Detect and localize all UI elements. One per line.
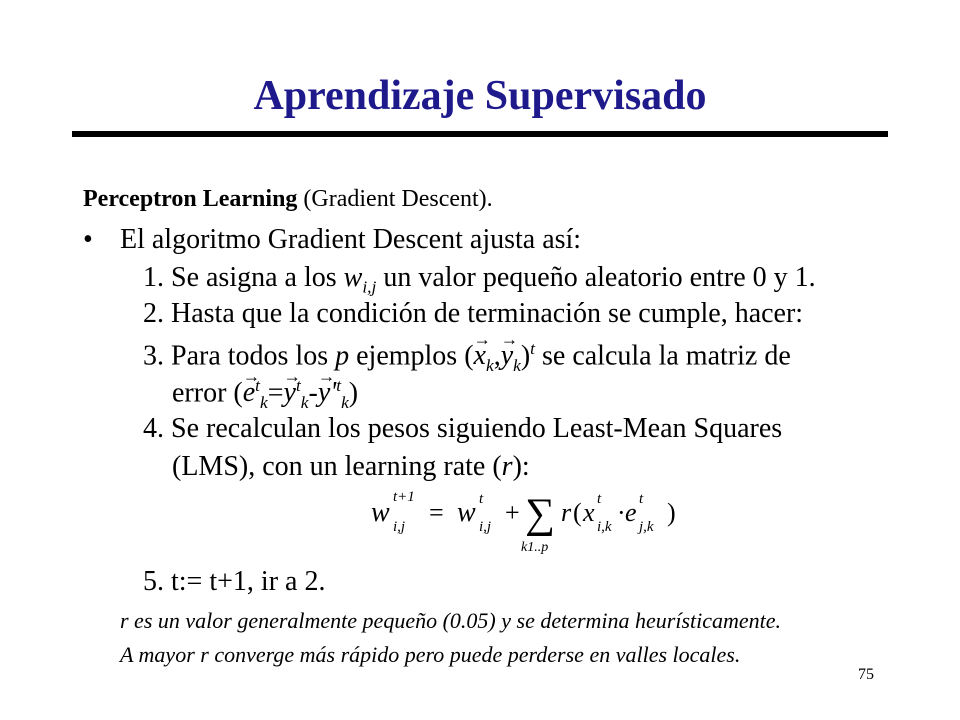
formula-close-paren: )	[667, 498, 676, 527]
formula-e-sup: t	[639, 491, 644, 507]
sub-k: k	[341, 392, 349, 412]
step-1-text: 1. Se asigna a los	[143, 262, 344, 293]
vector-y: → y	[284, 377, 296, 409]
step-1-var: w	[343, 262, 363, 293]
lms-text: (LMS), con un learning rate (	[172, 451, 502, 482]
minus: -	[308, 377, 318, 409]
formula-r: r	[561, 498, 572, 527]
formula-plus: +	[505, 498, 520, 527]
formula-x-sub: i,k	[597, 519, 612, 535]
formula-sum-range: k1..p	[521, 540, 549, 555]
slide-title: Aprendizaje Supervisado	[253, 73, 707, 119]
sub-k: k	[485, 355, 494, 375]
formula-dot: ·	[617, 498, 626, 527]
step-4-continued	[172, 451, 530, 483]
step-3-continued	[172, 376, 358, 413]
formula-e: e	[625, 498, 637, 527]
sup-t: t	[255, 376, 260, 395]
sub-k: k	[260, 392, 268, 412]
formula-x-sup: t	[597, 491, 602, 507]
step-4: 4. Se recalculan los pesos siguiendo Least-Mean Squares	[143, 413, 783, 444]
formula-w-lhs: w	[371, 497, 390, 528]
paren-close: )	[348, 377, 359, 409]
equals: =	[267, 377, 284, 409]
paren-close: )	[520, 340, 531, 372]
summation-icon: ∑	[525, 491, 555, 537]
sub-k: k	[513, 355, 521, 375]
sup-t: t	[295, 376, 301, 395]
section-heading	[83, 186, 493, 213]
formula-sub-ij: i,j	[393, 519, 406, 535]
step-1	[143, 262, 816, 298]
vector-x: → x	[474, 340, 486, 372]
bullet-text: El algoritmo Gradient Descent ajusta así:	[120, 224, 582, 255]
step-3-rest: se calcula la matriz de	[535, 340, 791, 372]
note-1: r es un valor generalmente pequeño (0.05) y se determina heurísticamente.	[120, 608, 782, 633]
title-rule	[72, 131, 888, 137]
page-number: 75	[858, 666, 874, 683]
vector-e: → e	[243, 377, 255, 409]
bullet-icon: •	[83, 224, 93, 255]
step-5: 5. t:= t+1, ir a 2.	[143, 566, 326, 597]
sub-k: k	[300, 392, 309, 412]
note-2: A mayor r converge más rápido pero puede perderse en valles locales.	[120, 642, 741, 667]
vector-y: → y	[501, 340, 513, 372]
formula-w-rhs: w	[457, 497, 476, 528]
sup-t: t	[336, 376, 342, 395]
formula-open-paren: (	[573, 498, 582, 527]
bullet-item	[83, 224, 581, 256]
vector-y-prime: → y'	[318, 377, 336, 409]
lms-update-formula	[365, 487, 685, 557]
step-3-mid: ejemplos (	[349, 340, 474, 372]
rate-r: r	[501, 451, 513, 482]
lms-rest: ):	[512, 451, 530, 482]
step-3-text: 3. Para todos los	[143, 340, 336, 372]
formula-sub-ij2: i,j	[479, 519, 492, 535]
formula-equals: =	[429, 498, 444, 527]
step-1-sub: i,j	[362, 277, 377, 297]
step-3	[143, 339, 791, 376]
comma: ,	[493, 340, 501, 372]
sup-t: t	[530, 339, 535, 358]
formula-x: x	[583, 498, 595, 527]
step-2: 2. Hasta que la condición de terminación se cumple, hacer:	[143, 298, 804, 329]
heading-rest: (Gradient Descent).	[303, 186, 493, 212]
step-1-rest: un valor pequeño aleatorio entre 0 y 1.	[376, 262, 816, 293]
formula-sup-t2: t	[479, 491, 484, 507]
error-text: error (	[172, 377, 243, 409]
formula-sup-t1: t+1	[393, 489, 415, 505]
heading-bold: Perceptron Learning	[83, 186, 298, 212]
step-3-p: p	[335, 340, 350, 372]
formula-e-sub: j,k	[639, 519, 654, 535]
